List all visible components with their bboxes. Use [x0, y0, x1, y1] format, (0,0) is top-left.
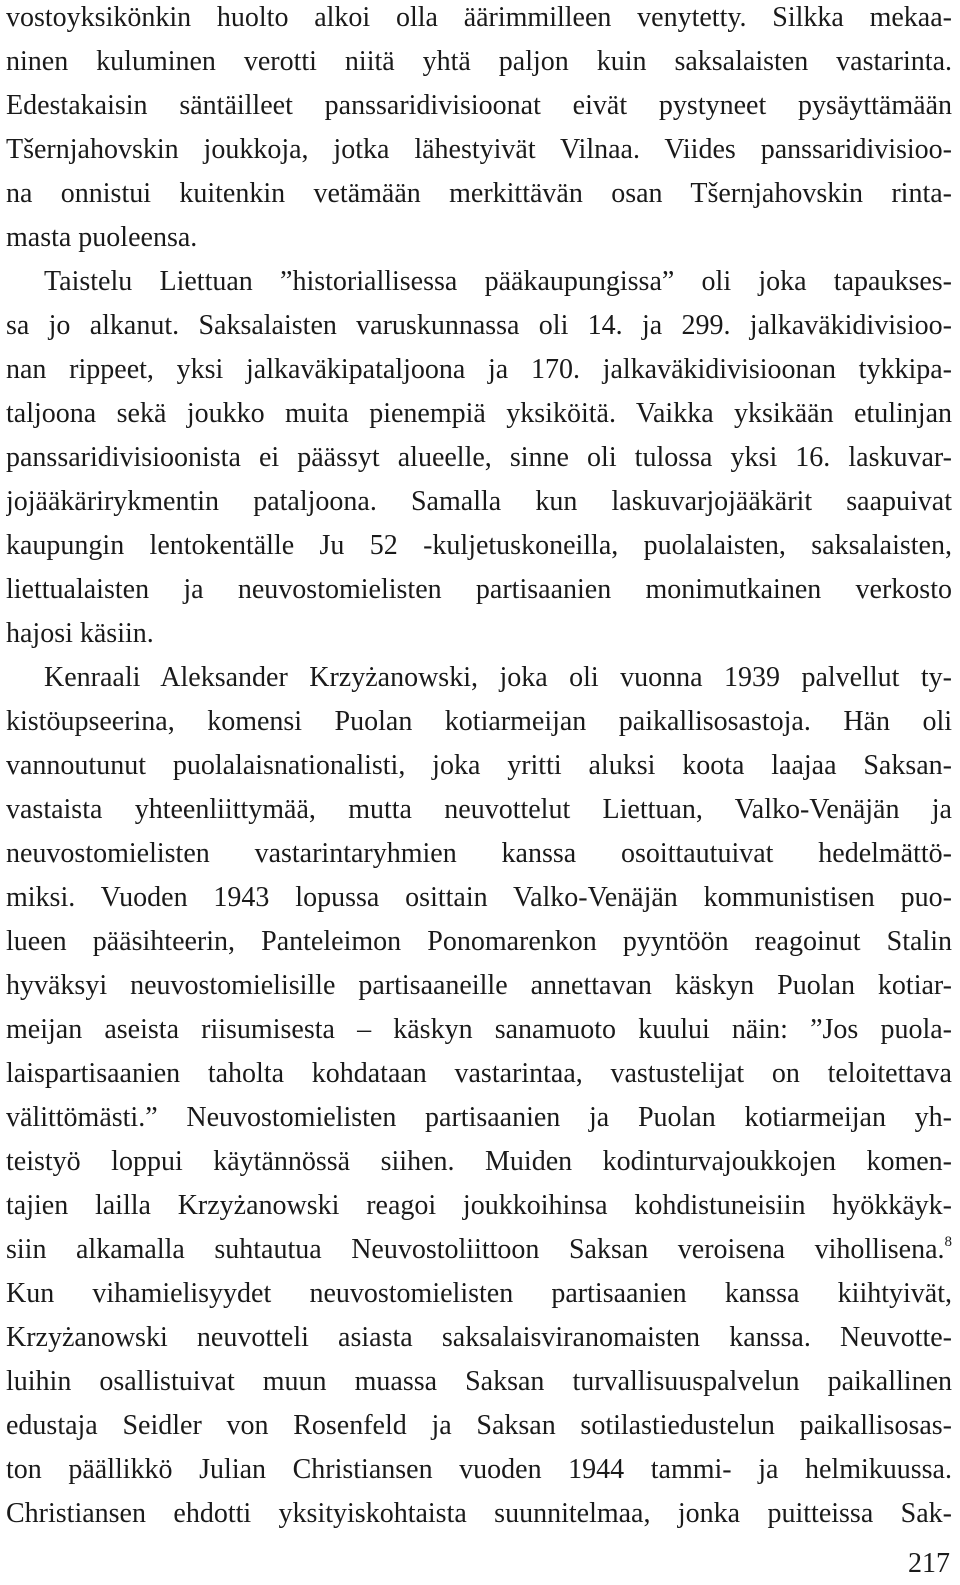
text-line: teistyö loppui käytännössä siihen. Muiden kodinturvajoukkojen komen- [6, 1146, 952, 1177]
text-line-with-footnote [6, 1228, 952, 1272]
text-line: vannoutunut puolalaisnationalisti, joka yritti aluksi koota laajaa Saksan- [6, 750, 952, 781]
text-line: masta puoleensa. [6, 222, 198, 253]
book-page-body [6, 0, 952, 1536]
text-line: hyväksyi neuvostomielisille partisaaneille annettavan käskyn Puolan kotiar- [6, 970, 952, 1001]
footnote-reference[interactable]: 8 [944, 1234, 952, 1250]
text-line: Christiansen ehdotti yksityiskohtaista suunnitelmaa, jonka puitteissa Sak- [6, 1498, 952, 1529]
text-line: välittömästi.” Neuvostomielisten partisaanien ja Puolan kotiarmeijan yh- [6, 1102, 952, 1133]
text-line: Krzyżanowski neuvotteli asiasta saksalaisviranomaisten kanssa. Neuvotte- [6, 1322, 952, 1353]
text-line: liettualaisten ja neuvostomielisten partisaanien monimutkainen verkosto [6, 574, 952, 605]
text-line: ton päällikkö Julian Christiansen vuoden 1944 tammi- ja helmikuussa. [6, 1454, 952, 1485]
paragraph-first-line: Taistelu Liettuan ”historiallisessa pääkaupungissa” oli joka tapaukses- [44, 266, 952, 297]
paragraph-first-line: Kenraali Aleksander Krzyżanowski, joka oli vuonna 1939 palvellut ty- [44, 662, 952, 693]
text-line: kistöupseerina, komensi Puolan kotiarmeijan paikallisosastoja. Hän oli [6, 706, 952, 737]
text-line: laispartisaanien taholta kohdataan vastarintaa, vastustelijat on teloitettava [6, 1058, 952, 1089]
text-line: Tšernjahovskin joukkoja, jotka lähestyivät Vilnaa. Viides panssaridivisioo- [6, 134, 952, 165]
text-line: jojääkärirykmentin pataljoona. Samalla kun laskuvarjojääkärit saapuivat [6, 486, 952, 517]
text-line: taljoona sekä joukko muita pienempiä yksiköitä. Vaikka yksikään etulinjan [6, 398, 952, 429]
text-line: tajien lailla Krzyżanowski reagoi joukkoihinsa kohdistuneisiin hyökkäyk- [6, 1190, 952, 1221]
text-line: neuvostomielisten vastarintaryhmien kanssa osoittautuivat hedelmättö- [6, 838, 952, 869]
text-line: nan rippeet, yksi jalkaväkipataljoona ja 170. jalkaväkidivisioonan tykkipa- [6, 354, 952, 385]
text-line: vostoyksikönkin huolto alkoi olla äärimmilleen venytetty. Silkka mekaa- [6, 2, 952, 33]
text-line: vastaista yhteenliittymää, mutta neuvottelut Liettuan, Valko-Venäjän ja [6, 794, 952, 825]
text-line: siin alkamalla suhtautua Neuvostoliittoon Saksan veroisena vihollisena. [6, 1234, 945, 1265]
page-number: 217 [908, 1548, 950, 1579]
text-line: luihin osallistuivat muun muassa Saksan turvallisuuspalvelun paikallinen [6, 1366, 952, 1397]
text-line: Kun vihamielisyydet neuvostomielisten partisaanien kanssa kiihtyivät, [6, 1278, 952, 1309]
text-line: sa jo alkanut. Saksalaisten varuskunnassa oli 14. ja 299. jalkaväkidivisioo- [6, 310, 952, 341]
text-line: edustaja Seidler von Rosenfeld ja Saksan sotilastiedustelun paikallisosas- [6, 1410, 952, 1441]
text-line: miksi. Vuoden 1943 lopussa osittain Valko-Venäjän kommunistisen puo- [6, 882, 952, 913]
text-line: hajosi käsiin. [6, 618, 154, 649]
text-line: meijan aseista riisumisesta – käskyn sanamuoto kuului näin: ”Jos puola- [6, 1014, 952, 1045]
text-line: lueen pääsihteerin, Panteleimon Ponomarenkon pyyntöön reagoinut Stalin [6, 926, 952, 957]
text-line: kaupungin lentokentälle Ju 52 -kuljetuskoneilla, puolalaisten, saksalaisten, [6, 530, 952, 561]
text-line: na onnistui kuitenkin vetämään merkittävän osan Tšernjahovskin rinta- [6, 178, 952, 209]
text-line: ninen kuluminen verotti niitä yhtä paljon kuin saksalaisten vastarinta. [6, 46, 952, 77]
text-line: Edestakaisin säntäilleet panssaridivisioonat eivät pystyneet pysäyttämään [6, 90, 952, 121]
text-line: panssaridivisioonista ei päässyt alueelle, sinne oli tulossa yksi 16. laskuvar- [6, 442, 952, 473]
